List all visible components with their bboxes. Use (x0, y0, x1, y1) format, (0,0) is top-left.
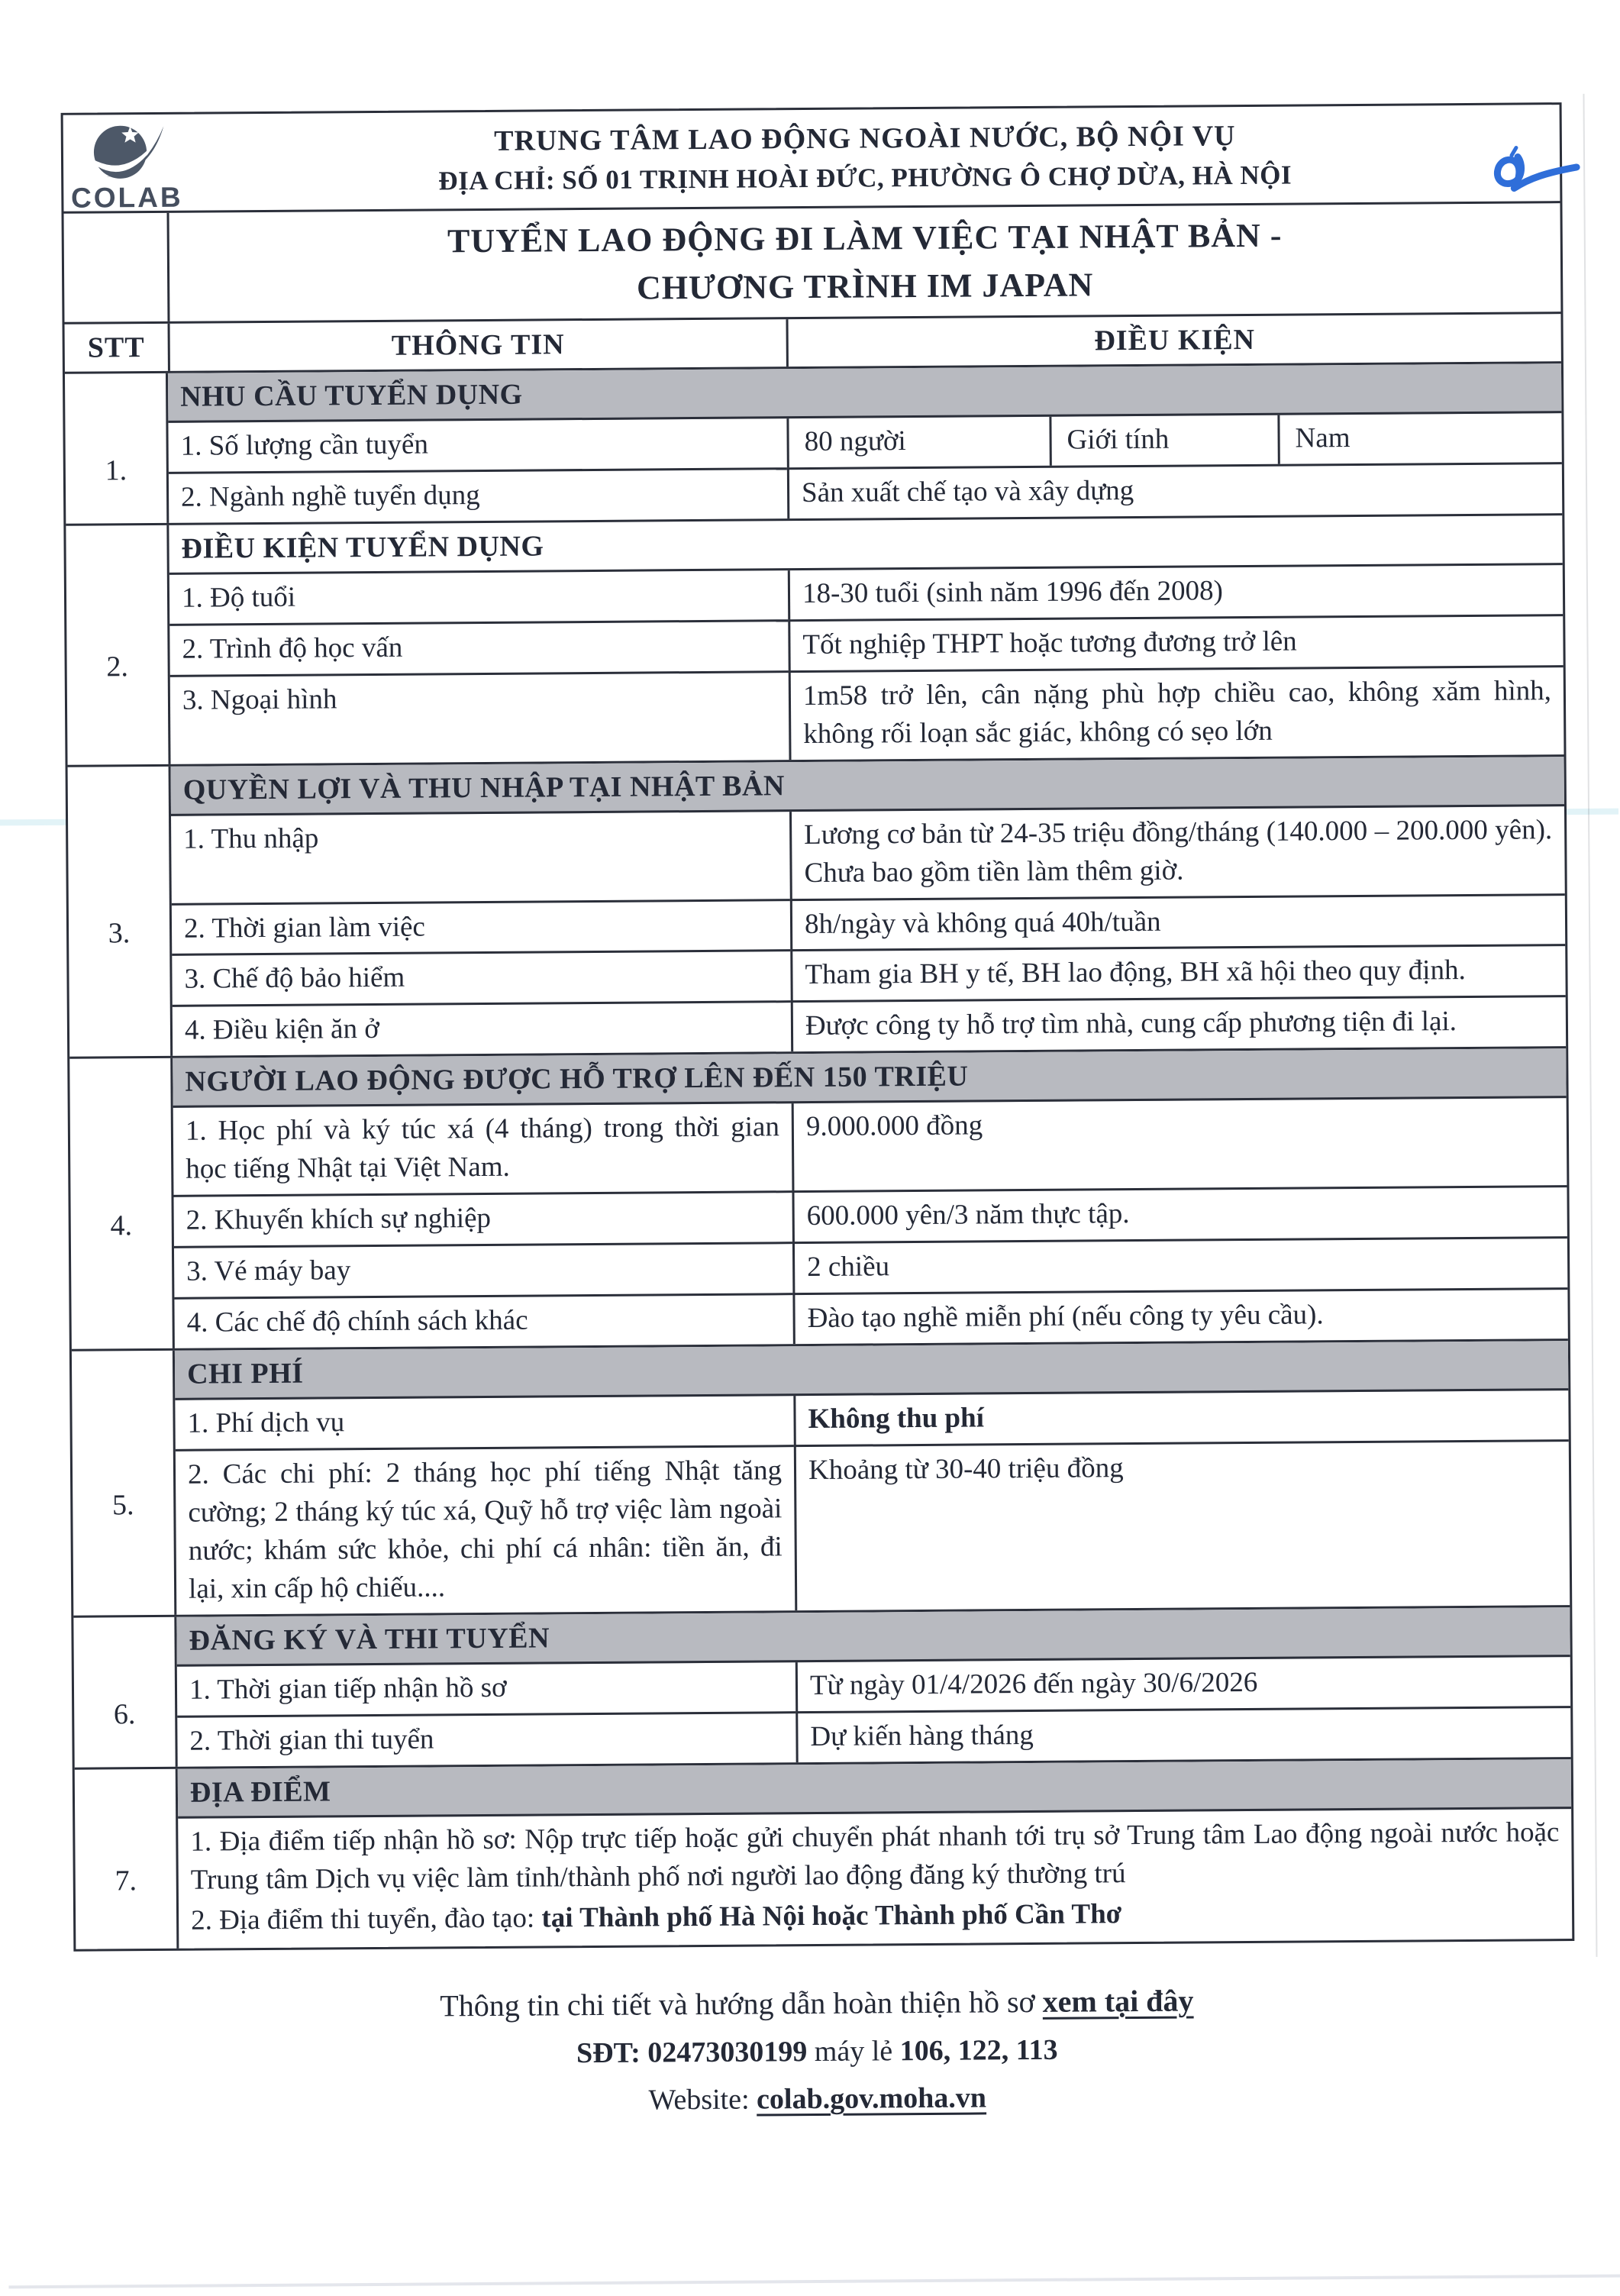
row-value: 9.000.000 đồng (792, 1098, 1567, 1190)
section-number: 7. (75, 1768, 179, 1949)
row-value: Từ ngày 01/4/2026 đến ngày 30/6/2026 (795, 1657, 1570, 1711)
logo-wordmark: COLAB (70, 181, 183, 214)
phone-number: SĐT: 02473030199 (576, 2036, 808, 2070)
gender-label-cell: Giới tính (1049, 415, 1277, 466)
website-link[interactable]: colab.gov.moha.vn (756, 2081, 987, 2116)
title-line-2: CHƯƠNG TRÌNH IM JAPAN (636, 266, 1094, 307)
section-number: 5. (72, 1351, 176, 1616)
section-3 (68, 754, 1567, 1057)
footer-website-line (8, 2077, 1620, 2122)
section-1 (65, 361, 1562, 524)
section-header: ĐỊA ĐIỂM (178, 1759, 1571, 1819)
section-number: 3. (68, 766, 173, 1057)
row-value: Lương cơ bản từ 24-35 triệu đồng/tháng (140.000 – 200.000 yên). Chưa bao gồm tiền làm thêm giờ. (789, 806, 1565, 899)
org-address: ĐỊA CHỈ: SỐ 01 TRỊNH HOÀI ĐỨC, PHƯỜNG Ô CHỢ DỪA, HÀ NỘI (438, 160, 1292, 196)
column-header-condition: ĐIỀU KIỆN (786, 314, 1560, 367)
row-value: Khoảng từ 30-40 triệu đồng (794, 1439, 1570, 1610)
section-header: QUYỀN LỢI VÀ THU NHẬP TẠI NHẬT BẢN (171, 757, 1564, 816)
section-header: ĐIỀU KIỆN TUYỂN DỤNG (169, 515, 1562, 575)
section-number: 4. (69, 1058, 175, 1349)
row-value: Đào tạo nghề miễn phí (nếu công ty yêu cầu). (792, 1287, 1567, 1344)
location-paragraph: 2. Địa điểm thi tuyển, đào tạo: tại Thành phố Hà Nội hoặc Thành phố Cần Thơ (190, 1898, 1122, 1936)
website-label: Website: (648, 2083, 757, 2117)
row-value: 600.000 yên/3 năm thực tập. (792, 1185, 1567, 1242)
document-title (167, 203, 1561, 321)
row-label: 1. Học phí và ký túc xá (4 tháng) trong thời gian học tiếng Nhật tại Việt Nam. (185, 1111, 780, 1185)
row-label: 2. Khuyến khích sự nghiệp (173, 1190, 792, 1246)
phone-extensions: 106, 122, 113 (899, 2033, 1058, 2068)
row-value: 1m58 trở lên, cân nặng phù hợp chiều cao, không xăm hình, không rối loạn sắc giác, không có sẹo lớn (789, 665, 1564, 760)
section-4 (69, 1046, 1568, 1348)
row-value: 2 chiều (792, 1236, 1567, 1293)
row-label: 1. Thời gian tiếp nhận hồ sơ (189, 1671, 507, 1706)
scan-artifact-bottom-line (8, 2275, 1620, 2289)
recruitment-table (61, 102, 1575, 1951)
row-value: Được công ty hỗ trợ tìm nhà, cung cấp phương tiện đi lại. (791, 995, 1566, 1051)
row-value: Không thu phí (793, 1390, 1568, 1445)
row-label: 1. Phí dịch vụ (187, 1406, 345, 1439)
section-header: NHU CẦU TUYỂN DỤNG (168, 363, 1561, 423)
title-left-spacer (64, 213, 168, 322)
row-label: 2. Trình độ học vấn (169, 619, 788, 675)
row-label: 3. Vé máy bay (174, 1242, 792, 1297)
row-label: 3. Chế độ bảo hiểm (172, 950, 790, 1006)
row-label: 1. Độ tuổi (181, 581, 296, 614)
row-label: 4. Điều kiện ăn ở (173, 1001, 791, 1057)
row-label: 2. Thời gian thi tuyển (177, 1711, 795, 1767)
section-6 (73, 1605, 1570, 1768)
gender-value-cell: Nam (1277, 413, 1561, 464)
row-value: Tốt nghiệp THPT hoặc tương đương trở lên (788, 614, 1563, 670)
row-label: 2. Các chi phí: 2 tháng học phí tiếng Nhật tăng cường; 2 tháng ký túc xá, Quỹ hỗ trợ việc làm ngoài nước; khám sức khỏe, chi phí cá nhân: tiền ăn, đi lại, xin cấp hộ chiếu.... (176, 1445, 795, 1614)
section-2 (66, 513, 1564, 764)
location-bold-text: tại Thành phố Hà Nội hoặc Thành phố Cần Thơ (541, 1898, 1122, 1934)
row-value: Sản xuất chế tạo và xây dựng (787, 462, 1562, 518)
pen-mark-icon (1489, 144, 1589, 211)
quantity-cell: 80 người (804, 425, 906, 458)
globe-swoosh-icon (87, 119, 167, 186)
title-row (64, 203, 1561, 325)
section-number: 1. (65, 373, 169, 524)
colab-logo (69, 119, 185, 215)
section-header: CHI PHÍ (175, 1341, 1568, 1400)
column-header-info: THÔNG TIN (168, 319, 786, 371)
row-label: 4. Các chế độ chính sách khác (174, 1293, 792, 1348)
row-value: Dự kiến hàng tháng (795, 1706, 1570, 1762)
table-sections (65, 361, 1572, 1949)
footer (7, 1980, 1620, 2136)
section-header: ĐĂNG KÝ VÀ THI TUYỂN (176, 1607, 1570, 1667)
section-number: 2. (66, 525, 170, 765)
column-header-stt: STT (87, 331, 145, 364)
org-name: TRUNG TÂM LAO ĐỘNG NGOÀI NƯỚC, BỘ NỘI VỤ (493, 120, 1236, 157)
row-value: Tham gia BH y tế, BH lao động, BH xã hội theo quy định. (790, 945, 1565, 1001)
row-value-subcells (786, 413, 1561, 467)
footer-info-line (7, 1980, 1620, 2027)
title-line-1: TUYỂN LAO ĐỘNG ĐI LÀM VIỆC TẠI NHẬT BẢN - (447, 216, 1283, 260)
location-paragraph: 1. Địa điểm tiếp nhận hồ sơ: Nộp trực tiếp hoặc gửi chuyển phát nhanh tới trụ sở Trung tâm Lao động ngoài nước hoặc Trung tâm Dịch vụ việc làm tỉnh/thành phố nơi người lao động đăng ký thường trú (190, 1816, 1560, 1896)
footer-info-text: Thông tin chi tiết và hướng dẫn hoàn thiện hồ sơ (440, 1984, 1043, 2023)
phone-ext-label: máy lẻ (807, 2035, 900, 2068)
see-here-link[interactable]: xem tại đây (1042, 1983, 1194, 2019)
org-header-row (63, 105, 1560, 214)
section-number: 6. (73, 1616, 177, 1767)
row-label: 3. Ngoại hình (170, 670, 789, 764)
row-label: 1. Thu nhập (183, 822, 319, 855)
row-value: 18-30 tuổi (sinh năm 1996 đến 2008) (788, 565, 1563, 619)
org-name-block (178, 105, 1553, 211)
row-label: 2. Ngành nghề tuyển dụng (169, 467, 787, 523)
row-label: 1. Số lượng cần tuyển (180, 428, 429, 462)
footer-phone-line (7, 2030, 1620, 2075)
section-header: NGƯỜI LAO ĐỘNG ĐƯỢC HỖ TRỢ LÊN ĐẾN 150 TRIỆU (173, 1048, 1566, 1108)
section-7 (75, 1757, 1573, 1949)
row-value: 8h/ngày và không quá 40h/tuần (790, 893, 1565, 950)
section-fulltext-cell (178, 1809, 1572, 1949)
scan-artifact-page-edge (1583, 94, 1597, 1957)
section-5 (72, 1339, 1570, 1615)
row-label: 2. Thời gian làm việc (172, 899, 790, 954)
